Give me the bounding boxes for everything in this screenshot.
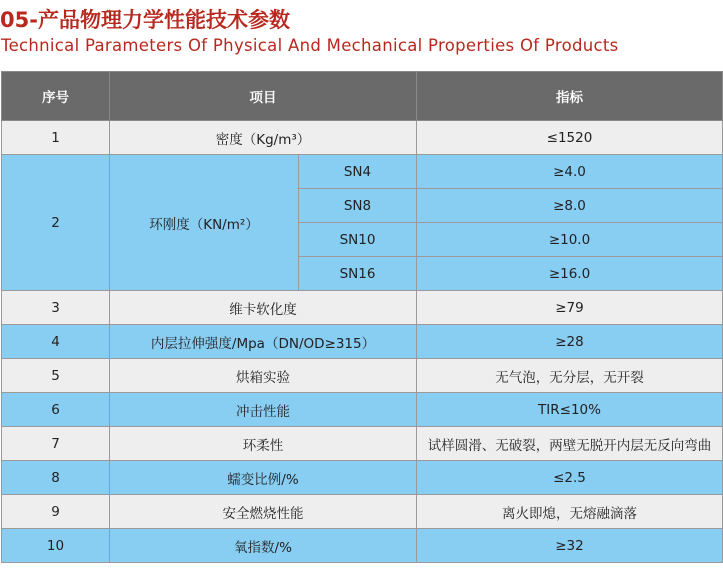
row-item: 维卡软化度	[110, 291, 417, 325]
row-item: 内层拉伸强度/Mpa（DN/OD≥315）	[110, 325, 417, 359]
table-row	[2, 291, 723, 325]
row-value: ≥28	[417, 325, 723, 359]
row-no: 6	[2, 393, 110, 427]
row-sub-label: SN4	[299, 155, 417, 189]
row-no: 7	[2, 427, 110, 461]
table-row	[2, 461, 723, 495]
row-value: 无气泡，无分层，无开裂	[417, 359, 723, 393]
row-no: 2	[2, 155, 110, 291]
row-item: 氧指数/%	[110, 529, 417, 563]
row-value: ≥10.0	[417, 223, 723, 257]
row-value: ≤2.5	[417, 461, 723, 495]
row-value: ≥79	[417, 291, 723, 325]
table-row	[2, 427, 723, 461]
row-no: 1	[2, 121, 110, 155]
row-no: 5	[2, 359, 110, 393]
row-no: 10	[2, 529, 110, 563]
row-item: 烘箱实验	[110, 359, 417, 393]
spec-table	[1, 71, 723, 563]
header-value: 指标	[417, 72, 723, 121]
table-row	[2, 393, 723, 427]
row-item: 环刚度（KN/m²）	[110, 155, 299, 291]
row-item: 安全燃烧性能	[110, 495, 417, 529]
row-value: ≥8.0	[417, 189, 723, 223]
row-item: 密度（Kg/m³）	[110, 121, 417, 155]
row-sub-label: SN16	[299, 257, 417, 291]
header-item: 项目	[110, 72, 417, 121]
row-no: 4	[2, 325, 110, 359]
table-row	[2, 121, 723, 155]
row-value: ≥16.0	[417, 257, 723, 291]
row-sub-label: SN8	[299, 189, 417, 223]
row-sub-label: SN10	[299, 223, 417, 257]
row-item: 环柔性	[110, 427, 417, 461]
table-row	[2, 495, 723, 529]
row-value: ≤1520	[417, 121, 723, 155]
table-row	[2, 325, 723, 359]
row-no: 3	[2, 291, 110, 325]
row-item: 蠕变比例/%	[110, 461, 417, 495]
page-title: 05-产品物理力学性能技术参数	[0, 8, 290, 32]
row-value: ≥4.0	[417, 155, 723, 189]
table-header-row	[2, 72, 723, 121]
table-row	[2, 529, 723, 563]
row-no: 8	[2, 461, 110, 495]
page-subtitle: Technical Parameters Of Physical And Mechanical Properties Of Products	[1, 36, 619, 55]
row-no: 9	[2, 495, 110, 529]
row-value: 试样圆滑、无破裂，两壁无脱开内层无反向弯曲	[417, 427, 723, 461]
table-row	[2, 359, 723, 393]
row-value: 离火即熄，无熔融滴落	[417, 495, 723, 529]
row-value: TIR≤10%	[417, 393, 723, 427]
row-value: ≥32	[417, 529, 723, 563]
row-item: 冲击性能	[110, 393, 417, 427]
table-row	[2, 155, 723, 189]
header-no: 序号	[2, 72, 110, 121]
